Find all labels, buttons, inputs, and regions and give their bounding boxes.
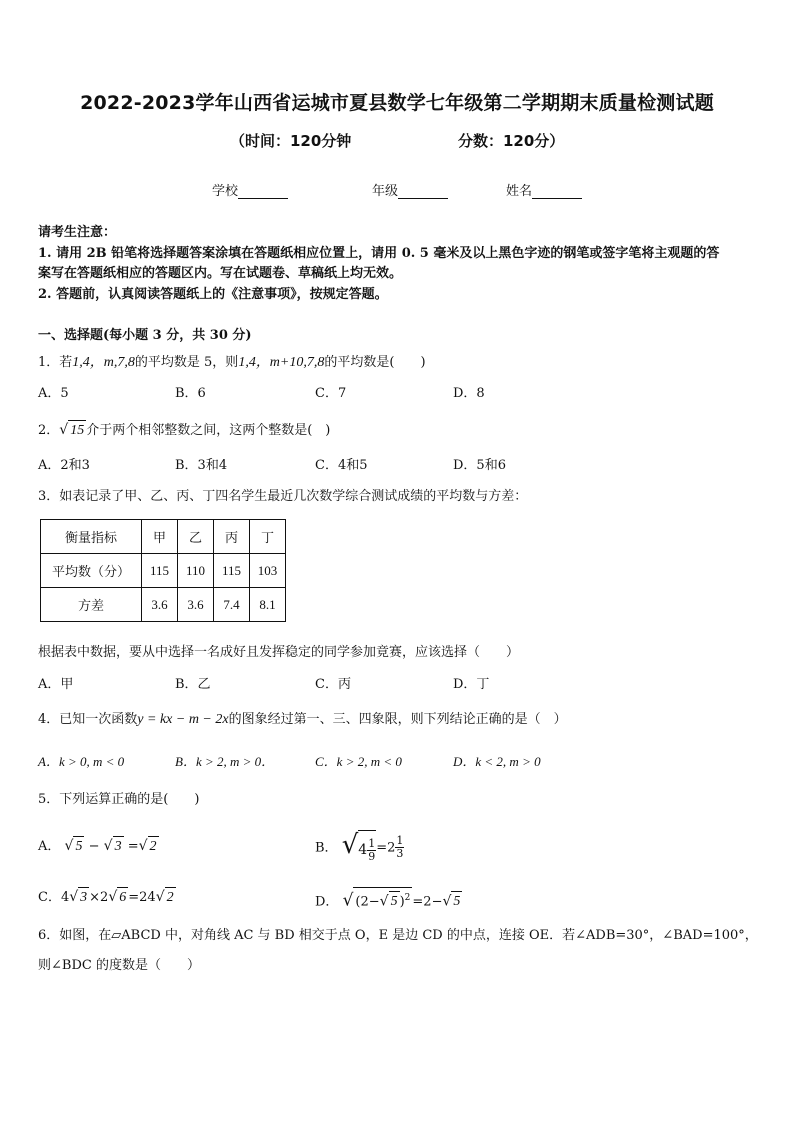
- table-row: [41, 588, 286, 622]
- q3-option-d[interactable]: D．丁: [453, 677, 490, 692]
- sqrt-icon: √: [138, 838, 148, 854]
- q1-set1: 1,4，m,7,8: [72, 355, 135, 370]
- table-cell: 7.4: [214, 588, 250, 622]
- q5-option-c[interactable]: [38, 887, 176, 908]
- sqrt-icon: √: [59, 422, 69, 438]
- q4-option-c[interactable]: C．k > 2, m < 0: [315, 754, 402, 769]
- sqrt-icon: √: [108, 889, 118, 905]
- q5-a-r3: 2: [148, 836, 159, 857]
- exam-score: 分数：120分）: [458, 132, 565, 150]
- table-header-cell: 乙: [178, 520, 214, 554]
- q4-option-d[interactable]: D．k < 2, m > 0: [453, 754, 541, 769]
- exam-time: （时间：120分钟: [230, 132, 352, 150]
- grade-label: 年级: [372, 184, 399, 199]
- school-label: 学校: [212, 184, 239, 199]
- name-blank[interactable]: [532, 184, 582, 199]
- table-cell: 110: [178, 554, 214, 588]
- table-header-cell: 衡量指标: [41, 520, 142, 554]
- q3-option-a[interactable]: A．甲: [38, 677, 74, 692]
- sqrt-icon: √: [155, 889, 165, 905]
- q5-c-label: C．: [38, 890, 61, 905]
- school-field: [212, 180, 288, 199]
- q2-option-d[interactable]: D．5和6: [453, 458, 506, 473]
- notice-heading: 请考生注意：: [38, 225, 117, 240]
- q5-d-r2: 5: [451, 891, 462, 912]
- name-label: 姓名: [506, 184, 533, 199]
- notice-line-1: 1. 请用 2B 铅笔将选择题答案涂填在答题纸相应位置上，请用 0. 5 毫米及以上黑色字迹的钢笔或签字笔将主观题的答: [38, 246, 720, 261]
- question-6-line-1: 6．如图，在▱ABCD 中，对角线 AC 与 BD 相交于点 O，E 是边 CD 的中点，连接 OE．若∠ADB=30°，∠BAD=100°，: [38, 928, 758, 943]
- q5-a-r1: 5: [73, 836, 84, 857]
- sqrt-icon: √: [103, 838, 113, 854]
- q5-a-label: A．: [38, 839, 61, 854]
- q2-option-a[interactable]: A．2和3: [38, 458, 90, 473]
- table-header-cell: 甲: [142, 520, 178, 554]
- q1-option-d[interactable]: D．8: [453, 386, 485, 401]
- q5-b-label: B．: [315, 840, 338, 856]
- q1-option-c[interactable]: C．7: [315, 386, 347, 401]
- q4-option-a[interactable]: A．k > 0, m < 0: [38, 754, 125, 769]
- q5-c-k1: 4: [60, 890, 70, 905]
- q1-prefix: 1．若: [38, 355, 73, 370]
- q4-expr: y = kx − m − 2x: [137, 712, 229, 727]
- question-6-line-2: 则∠BDC 的度数是（ ）: [38, 958, 200, 973]
- table-cell: 8.1: [250, 588, 286, 622]
- q1-set2: 1,4，m+10,7,8: [238, 355, 325, 370]
- q5-a-eq: =: [127, 839, 139, 854]
- notice-line-3: 2. 答题前，认真阅读答题纸上的《注意事项》，按规定答题。: [38, 287, 388, 302]
- question-5: 5．下列运算正确的是( ): [38, 792, 200, 807]
- q3-option-c[interactable]: C．丙: [315, 677, 351, 692]
- q5-b-frac2: $\frac{1}{3}$: [396, 834, 404, 861]
- section-heading: 一、选择题(每小题 3 分，共 30 分): [38, 328, 252, 343]
- q5-d-label: D．: [315, 894, 339, 910]
- q1-option-a[interactable]: A．5: [38, 386, 69, 401]
- q2-option-c[interactable]: C．4和5: [315, 458, 368, 473]
- school-blank[interactable]: [238, 184, 288, 199]
- table-cell: 115: [142, 554, 178, 588]
- question-3: 3．如表记录了甲、乙、丙、丁四名学生最近几次数学综合测试成绩的平均数与方差：: [38, 489, 528, 504]
- name-field: [506, 180, 582, 199]
- q2-radicand: 15: [68, 420, 86, 441]
- notice-line-2: 案写在答题纸相应的答题区内。写在试题卷、草稿纸上均无效。: [38, 266, 403, 281]
- q5-c-r3: 2: [165, 887, 176, 908]
- q1-option-b[interactable]: B．6: [175, 386, 206, 401]
- sqrt-icon: √: [442, 893, 452, 910]
- table-cell: 103: [250, 554, 286, 588]
- sqrt-icon: √: [341, 830, 359, 860]
- table-cell: 3.6: [178, 588, 214, 622]
- q4-option-b[interactable]: B．k > 2, m > 0．: [175, 754, 275, 769]
- sqrt-icon: √: [379, 893, 389, 910]
- q5-c-r1: 3: [78, 887, 89, 908]
- q5-b-radical: [342, 826, 377, 870]
- table-cell: 115: [214, 554, 250, 588]
- q1-suffix: 的平均数是( ): [324, 355, 426, 370]
- sqrt-icon: √: [342, 890, 354, 911]
- grade-field: [372, 180, 448, 199]
- q2-option-b[interactable]: B．3和4: [175, 458, 228, 473]
- q5-c-op: ×2: [89, 890, 109, 905]
- q5-option-b[interactable]: [315, 826, 404, 870]
- q1-mid: 的平均数是 5，则: [134, 355, 239, 370]
- table-cell: 平均数（分）: [41, 554, 142, 588]
- q5-a-op: −: [88, 839, 100, 854]
- q5-b-frac: $\frac{1}{9}$: [368, 836, 376, 863]
- q5-c-eq: =24: [128, 890, 156, 905]
- q2-prefix: 2．: [38, 423, 60, 438]
- exam-title: 2022-2023学年山西省运城市夏县数学七年级第二学期期末质量检测试题: [80, 92, 714, 114]
- q5-c-r2: 6: [117, 887, 128, 908]
- sqrt-icon: √: [64, 838, 74, 854]
- stats-table: [40, 519, 286, 622]
- table-header-cell: 丙: [214, 520, 250, 554]
- question-4: [38, 710, 567, 730]
- q5-d-radicand: (2−√ 5 )$^2$: [353, 887, 412, 912]
- q5-d-eq: =2−: [412, 894, 443, 910]
- question-1: [38, 353, 426, 373]
- q5-a-r2: 3: [113, 836, 124, 857]
- q5-b-eq: =2: [376, 840, 396, 856]
- table-cell: 方差: [41, 588, 142, 622]
- table-row: [41, 520, 286, 554]
- q5-option-a[interactable]: [38, 836, 159, 857]
- q5-option-d[interactable]: [315, 887, 462, 912]
- question-3-followup: 根据表中数据，要从中选择一名成好且发挥稳定的同学参加竟赛，应该选择（ ）: [38, 645, 520, 660]
- question-2: [38, 420, 330, 441]
- table-header-cell: 丁: [250, 520, 286, 554]
- table-row: [41, 554, 286, 588]
- q4-suffix: 的图象经过第一、三、四象限，则下列结论正确的是（ ）: [228, 712, 567, 727]
- q4-prefix: 4．已知一次函数: [38, 712, 138, 727]
- grade-blank[interactable]: [398, 184, 448, 199]
- q5-b-whole: 4: [358, 841, 368, 858]
- sqrt-icon: √: [69, 889, 79, 905]
- q3-option-b[interactable]: B．乙: [175, 677, 211, 692]
- q2-suffix: 介于两个相邻整数之间，这两个整数是( ): [86, 423, 331, 438]
- table-cell: 3.6: [142, 588, 178, 622]
